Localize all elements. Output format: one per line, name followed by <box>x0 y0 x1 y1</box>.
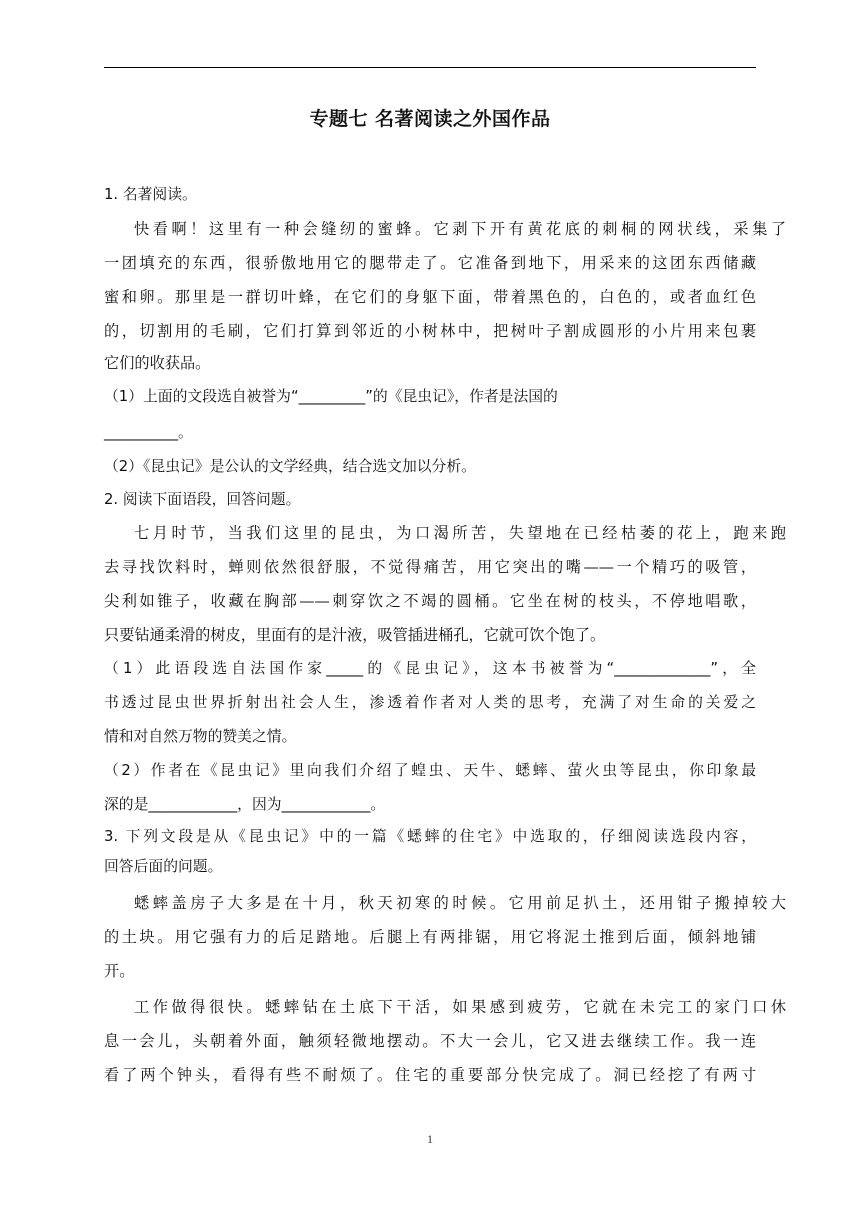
q1-passage-line: 快看啊！这里有一种会缝纫的蜜蜂。它剥下开有黄花底的刺桐的网状线，采集了 <box>134 220 786 238</box>
q1-passage-line: 一团填充的东西，很骄傲地用它的腮带走了。它准备到地下，用采来的这团东西储藏 <box>104 254 756 272</box>
q2-sub-question-2: （2）作者在《昆虫记》里向我们介绍了蝗虫、天牛、蟋蟀、萤火虫等昆虫，你印象最 <box>104 762 756 779</box>
q3-paragraph-1-line: 的土块。用它强有力的后足踏地。后腿上有两排锯，用它将泥土推到后面，倾斜地铺 <box>104 928 756 946</box>
question-1-label: 1. 名著阅读。 <box>104 186 197 203</box>
q2-passage-line: 只要钻通柔滑的树皮，里面有的是汁液，吸管插进桶孔，它就可饮个饱了。 <box>104 626 606 644</box>
question-2-label: 2. 阅读下面语段，回答问题。 <box>104 491 301 508</box>
q2-passage-line: 七月时节，当我们这里的昆虫，为口渴所苦，失望地在已经枯萎的花上，跑来跑 <box>134 524 786 542</box>
q1-sub-question-1: （1）上面的文段选自被誉为“_________”的《昆虫记》，作者是法国的 <box>104 388 558 405</box>
question-3-label: 回答后面的问题。 <box>104 858 223 875</box>
question-3-label: 3. 下列文段是从《昆虫记》中的一篇《蟋蟀的住宅》中选取的，仔细阅读选段内容， <box>104 828 756 845</box>
q3-paragraph-2-line: 息一会儿，头朝着外面，触须轻微地摆动。不大一会儿，它又进去继续工作。我一连 <box>104 1032 756 1050</box>
q1-passage-line: 的，切割用的毛刷，它们打算到邻近的小树林中，把树叶子割成圆形的小片用来包裹 <box>104 322 756 340</box>
q1-passage-line: 它们的收获品。 <box>104 354 211 372</box>
q2-passage-line: 去寻找饮料时，蝉则依然很舒服，不觉得痛苦，用它突出的嘴——一个精巧的吸管， <box>104 558 756 576</box>
q1-sub-question-2: （2）《昆虫记》是公认的文学经典，结合选文加以分析。 <box>104 458 476 475</box>
q3-paragraph-1-line: 开。 <box>104 962 135 980</box>
q2-passage-line: 尖利如锥子，收藏在胸部——刺穿饮之不竭的圆桶。它坐在树的枝头，不停地唱歌， <box>104 592 756 610</box>
q1-passage-line: 蜜和卵。那里是一群切叶蜂，在它们的身躯下面，带着黑色的，白色的，或者血红色 <box>104 288 756 306</box>
q2-sub-question-1: （1）此语段选自法国作家_____的《昆虫记》，这本书被誉为“_____________”，全 <box>104 660 756 677</box>
q1-sub-question-1-blank: __________。 <box>104 424 193 441</box>
q3-paragraph-2-line: 看了两个钟头，看得有些不耐烦了。住宅的重要部分快完成了。洞已经挖了有两寸 <box>104 1066 756 1084</box>
q3-paragraph-1-line: 蟋蟀盖房子大多是在十月，秋天初寒的时候。它用前足扒土，还用钳子搬掉较大 <box>134 894 786 912</box>
page-number: 1 <box>427 1132 433 1146</box>
page-title: 专题七 名著阅读之外国作品 <box>309 108 551 130</box>
header-rule <box>104 67 756 68</box>
q2-sub-question-1: 书透过昆虫世界折射出社会人生，渗透着作者对人类的思考，充满了对生命的关爱之 <box>104 694 756 711</box>
q2-sub-question-2: 深的是____________，因为____________。 <box>104 796 386 813</box>
q3-paragraph-2-line: 工作做得很快。蟋蟀钻在土底下干活，如果感到疲劳，它就在未完工的家门口休 <box>134 998 786 1016</box>
q2-sub-question-1: 情和对自然万物的赞美之情。 <box>104 728 297 745</box>
